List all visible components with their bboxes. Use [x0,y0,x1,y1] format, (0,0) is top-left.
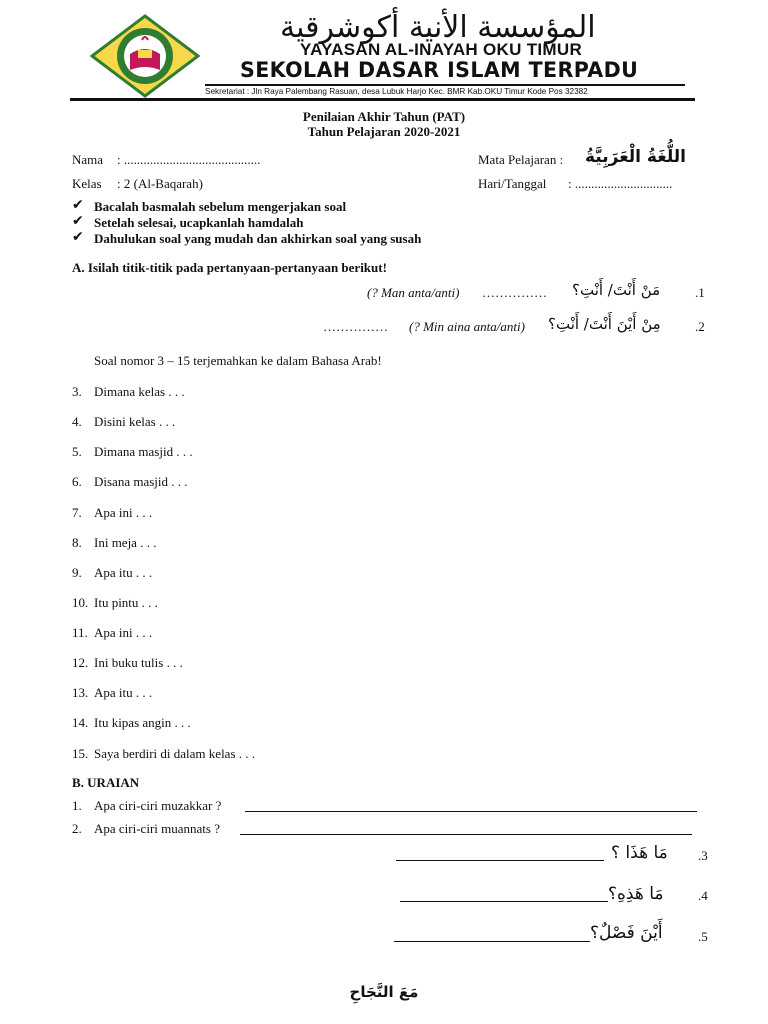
question-text: Itu kipas angin . . . [94,715,191,730]
instruction-item: Bacalah basmalah sebelum mengerjakan soal [94,199,347,214]
arabic-institution-title: المؤسسة الأنية أكوشرقية [280,10,596,45]
question-number: 13. [72,685,89,700]
question-number: 9. [72,565,82,580]
question-number: 5. [72,444,82,459]
q2-arabic: مِنْ أَيْنَ أَنْتَ/ أَنْتِ؟ [548,315,661,333]
translation-note: Soal nomor 3 – 15 terjemahkan ke dalam Bahasa Arab! [94,353,382,368]
q2-number: .2 [695,319,705,334]
essay-q3-number: .3 [698,848,708,863]
date-field[interactable]: : .............................. [568,176,673,191]
check-icon: ✔ [72,229,84,245]
class-label: Kelas [72,176,102,191]
q1-arabic: مَنْ أَنْتَ/ أَنْتِ؟ [572,281,661,299]
essay-q1-number: 1. [72,798,82,813]
exam-year: Tahun Pelajaran 2020-2021 [307,124,461,139]
question-number: 11. [72,625,88,640]
question-text: Disini kelas . . . [94,414,176,429]
q1-transliteration: (? Man anta/anti) [367,285,460,300]
section-b-heading: B. URAIAN [72,775,140,790]
instruction-item: Setelah selesai, ucapkanlah hamdalah [94,215,304,230]
essay-q5-number: .5 [698,929,708,944]
question-text: Ini buku tulis . . . [94,655,183,670]
essay-q3-answer-line[interactable] [396,860,604,861]
essay-q4-answer-line[interactable] [400,901,608,902]
essay-q4-arabic: مَا هَذِهِ؟ [608,884,664,904]
essay-q1-text: Apa ciri-ciri muzakkar ? [94,798,222,813]
essay-q5-arabic: أَيْنَ فَصْلٌ؟ [590,923,663,943]
question-number: 15. [72,746,89,761]
letterhead [70,10,695,102]
essay-q5-answer-line[interactable] [394,941,590,942]
question-text: Ini meja . . . [94,535,157,550]
class-value: : 2 (Al-Baqarah) [117,176,203,191]
closing-greeting: مَعَ النَّجَاحِ [349,983,419,1001]
q1-number: .1 [695,285,705,300]
question-text: Saya berdiri di dalam kelas . . . [94,746,256,761]
question-text: Apa itu . . . [94,565,153,580]
school-logo [90,14,200,98]
question-number: 7. [72,505,82,520]
name-label: Nama [72,152,104,167]
subject-value: اللُّغَةُ الْعَرَبِيَّةُ [585,147,686,167]
essay-q4-number: .4 [698,888,708,903]
question-text: Dimana masjid . . . [94,444,193,459]
question-text: Apa ini . . . [94,625,153,640]
q1-answer-dots[interactable]: …………… [482,285,547,300]
question-number: 3. [72,384,82,399]
question-text: Disana masjid . . . [94,474,188,489]
question-number: 4. [72,414,82,429]
question-number: 14. [72,715,89,730]
subject-label: Mata Pelajaran : [478,152,564,167]
section-a-heading: A. Isilah titik-titik pada pertanyaan-pertanyaan berikut! [72,260,387,275]
date-label: Hari/Tanggal [478,176,547,191]
question-number: 12. [72,655,89,670]
question-number: 6. [72,474,82,489]
school-name: SEKOLAH DASAR ISLAM TERPADU [240,58,639,82]
question-number: 10. [72,595,89,610]
name-field[interactable]: : .......................................... [117,152,261,167]
header-divider-thin [205,84,685,86]
essay-q2-number: 2. [72,821,82,836]
essay-q1-answer-line[interactable] [245,811,697,812]
instruction-item: Dahulukan soal yang mudah dan akhirkan soal yang susah [94,231,422,246]
check-icon: ✔ [72,197,84,213]
exam-title: Penilaian Akhir Tahun (PAT) [302,109,466,124]
question-text: Apa itu . . . [94,685,153,700]
q2-transliteration: (? Min aina anta/anti) [409,319,525,334]
school-address: Sekretariat : Jln Raya Palembang Rasuan, desa Lubuk Harjo Kec. BMR Kab.OKU Timur Kode Pos 32382 [205,87,588,96]
essay-q2-answer-line[interactable] [240,834,692,835]
question-text: Itu pintu . . . [94,595,158,610]
question-text: Dimana kelas . . . [94,384,185,399]
essay-q3-arabic: مَا هَذَا ؟ [611,843,668,863]
question-text: Apa ini . . . [94,505,153,520]
q2-answer-dots[interactable]: …………… [323,319,388,334]
header-divider-thick [70,98,695,101]
organization-name: YAYASAN AL-INAYAH OKU TIMUR [300,40,583,59]
check-icon: ✔ [72,213,84,229]
essay-q2-text: Apa ciri-ciri muannats ? [94,821,220,836]
question-number: 8. [72,535,82,550]
